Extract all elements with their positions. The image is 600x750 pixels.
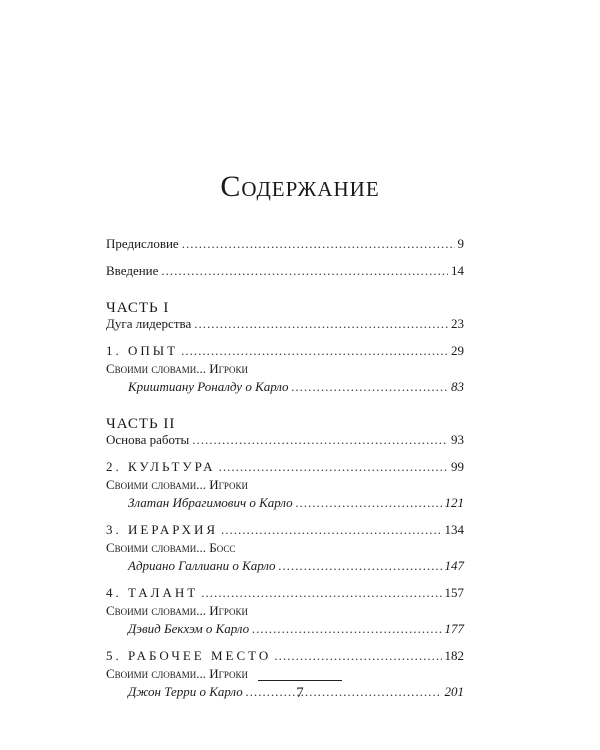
entry-label: Основа работы [106, 432, 190, 447]
entry-page: 9 [457, 236, 464, 251]
toc-entry-chapter-1-guest [106, 379, 464, 395]
toc-entry-chapter-2 [106, 459, 464, 475]
toc-entry-chapter-3 [106, 522, 464, 538]
entry-label: Предисловие [106, 236, 179, 251]
entry-label: 5. РАБОЧЕЕ МЕСТО [106, 648, 272, 663]
entry-label: 4. ТАЛАНТ [106, 585, 199, 600]
part-heading-1: ЧАСТЬ I [106, 300, 170, 316]
dot-leader [161, 263, 448, 279]
toc-entry-chapter-4-guest [106, 621, 464, 637]
entry-page: 93 [451, 432, 464, 447]
dot-leader [192, 432, 448, 448]
toc-entry-chapter-2-guest [106, 495, 464, 511]
entry-page: 177 [444, 621, 464, 636]
chapter-1-subtitle: Своими словами... Игроки [106, 361, 248, 376]
entry-page: 14 [451, 263, 464, 278]
dot-leader [292, 379, 448, 395]
chapter-2-subtitle: Своими словами... Игроки [106, 477, 248, 492]
table-of-contents [106, 236, 464, 700]
entry-label: Введение [106, 263, 159, 278]
toc-entry-preface [106, 236, 464, 252]
page-title: Содержание [220, 170, 380, 203]
part-heading-2: ЧАСТЬ II [106, 416, 176, 432]
entry-page: 147 [444, 558, 464, 573]
toc-entry-chapter-3-guest [106, 558, 464, 574]
chapter-4-subtitle: Своими словами... Игроки [106, 603, 248, 618]
entry-label: Джон Терри о Карло [128, 684, 243, 699]
entry-label: 3. ИЕРАРХИЯ [106, 522, 219, 537]
toc-entry-intro [106, 263, 464, 279]
toc-entry-part2-overview [106, 432, 464, 448]
entry-page: 157 [444, 585, 464, 600]
dot-leader [201, 585, 441, 601]
toc-entry-chapter-1 [106, 343, 464, 359]
entry-page: 29 [451, 343, 464, 358]
entry-page: 201 [444, 684, 464, 699]
toc-entry-chapter-5 [106, 648, 464, 664]
dot-leader [194, 316, 448, 332]
entry-label: 1. ОПЫТ [106, 343, 179, 358]
entry-page: 182 [444, 648, 464, 663]
dot-leader [279, 558, 442, 574]
entry-label: 2. КУЛЬТУРА [106, 459, 216, 474]
entry-page: 23 [451, 316, 464, 331]
footer-rule [258, 680, 342, 681]
entry-page: 134 [444, 522, 464, 537]
dot-leader [221, 522, 441, 538]
dot-leader [181, 343, 448, 359]
entry-label: Криштиану Роналду о Карло [128, 379, 289, 394]
entry-label: Дуга лидерства [106, 316, 192, 331]
chapter-5-subtitle: Своими словами... Игроки [106, 666, 248, 681]
toc-entry-part1-overview [106, 316, 464, 332]
entry-page: 99 [451, 459, 464, 474]
dot-leader [296, 495, 442, 511]
entry-page: 121 [444, 495, 464, 510]
entry-label: Златан Ибрагимович о Карло [128, 495, 293, 510]
dot-leader [182, 236, 455, 252]
entry-label: Адриано Галлиани о Карло [128, 558, 276, 573]
dot-leader [219, 459, 448, 475]
chapter-3-subtitle: Своими словами... Босс [106, 540, 236, 555]
page-number: 7 [296, 685, 304, 701]
entry-label: Дэвид Бекхэм о Карло [128, 621, 250, 636]
toc-entry-chapter-4 [106, 585, 464, 601]
entry-page: 83 [451, 379, 464, 394]
dot-leader [252, 621, 441, 637]
dot-leader [274, 648, 441, 664]
